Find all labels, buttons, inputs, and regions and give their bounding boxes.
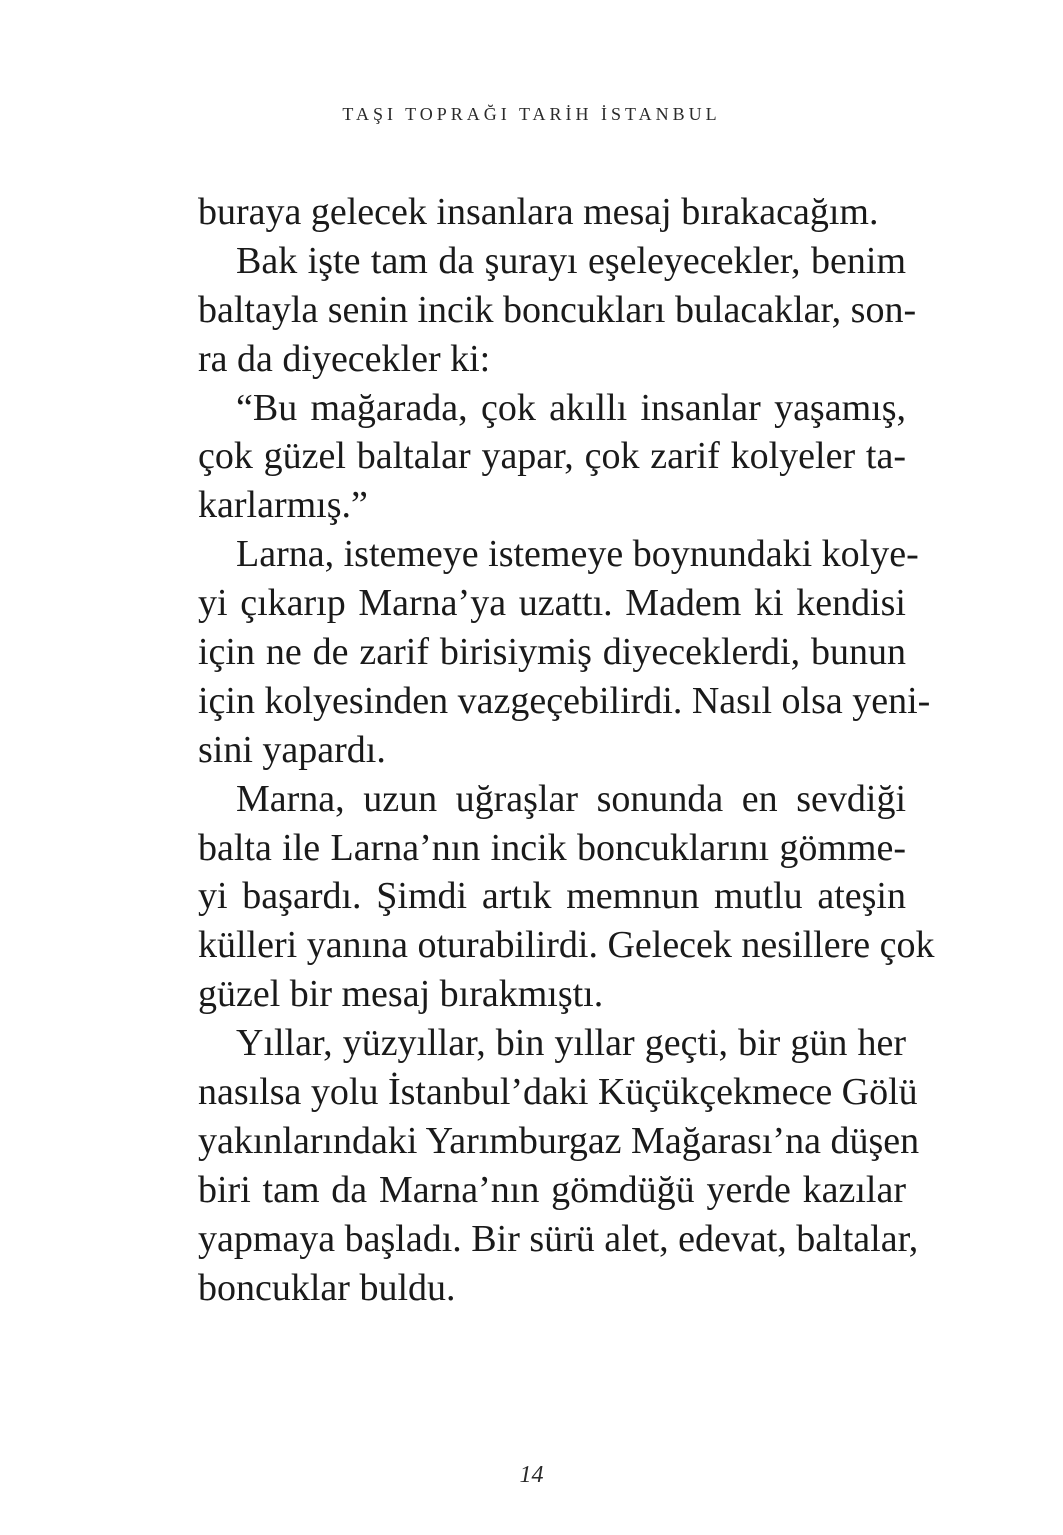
text-line: yi başardı. Şimdi artık memnun mutlu ateşin bbox=[198, 875, 906, 918]
text-line: yi çıkarıp Marna’ya uzattı. Madem ki kendisi bbox=[198, 582, 906, 625]
text-line: karlarmış.” bbox=[198, 484, 368, 527]
text-line: çok güzel baltalar yapar, çok zarif kolyeler ta- bbox=[198, 435, 906, 478]
text-line: balta ile Larna’nın incik boncuklarını gömme- bbox=[198, 826, 906, 869]
paragraph bbox=[198, 188, 906, 237]
paragraph bbox=[198, 237, 917, 384]
text-line: Bak işte tam da şurayı eşeleyecekler, benim bbox=[236, 239, 906, 282]
page-number: 14 bbox=[519, 1462, 544, 1488]
text-line: külleri yanına oturabilirdi. Gelecek nesillere çok bbox=[198, 924, 935, 967]
body-text bbox=[198, 188, 935, 1312]
text-line: yapmaya başladı. Bir sürü alet, edevat, baltalar, bbox=[198, 1217, 919, 1260]
text-line: Marna, uzun uğraşlar sonunda en sevdiği bbox=[236, 777, 906, 820]
text-line: için kolyesinden vazgeçebilirdi. Nasıl olsa yeni- bbox=[198, 679, 931, 722]
paragraph bbox=[198, 384, 906, 531]
paragraph bbox=[198, 775, 935, 1019]
text-line: nasılsa yolu İstanbul’daki Küçükçekmece Gölü bbox=[198, 1071, 918, 1114]
text-line: Larna, istemeye istemeye boynundaki kolye- bbox=[236, 533, 919, 576]
text-line: güzel bir mesaj bırakmıştı. bbox=[198, 973, 604, 1016]
text-line: boncuklar buldu. bbox=[198, 1266, 456, 1309]
text-line: baltayla senin incik boncukları bulacaklar, son- bbox=[198, 288, 917, 331]
paragraph bbox=[198, 1019, 920, 1312]
text-line: yakınlarındaki Yarımburgaz Mağarası’na düşen bbox=[198, 1119, 920, 1162]
running-header: TAŞI TOPRAĞI TARİH İSTANBUL bbox=[342, 104, 721, 124]
text-line: buraya gelecek insanlara mesaj bırakacağım. bbox=[198, 191, 879, 233]
text-line: için ne de zarif birisiymiş diyeceklerdi, bunun bbox=[198, 631, 906, 674]
text-line: “Bu mağarada, çok akıllı insanlar yaşamış, bbox=[236, 386, 906, 429]
text-line: biri tam da Marna’nın gömdüğü yerde kazılar bbox=[198, 1168, 906, 1211]
text-line: ra da diyecekler ki: bbox=[198, 337, 491, 380]
text-line: Yıllar, yüzyıllar, bin yıllar geçti, bir gün her bbox=[236, 1022, 906, 1065]
paragraph bbox=[198, 530, 931, 774]
text-line: sini yapardı. bbox=[198, 728, 386, 771]
